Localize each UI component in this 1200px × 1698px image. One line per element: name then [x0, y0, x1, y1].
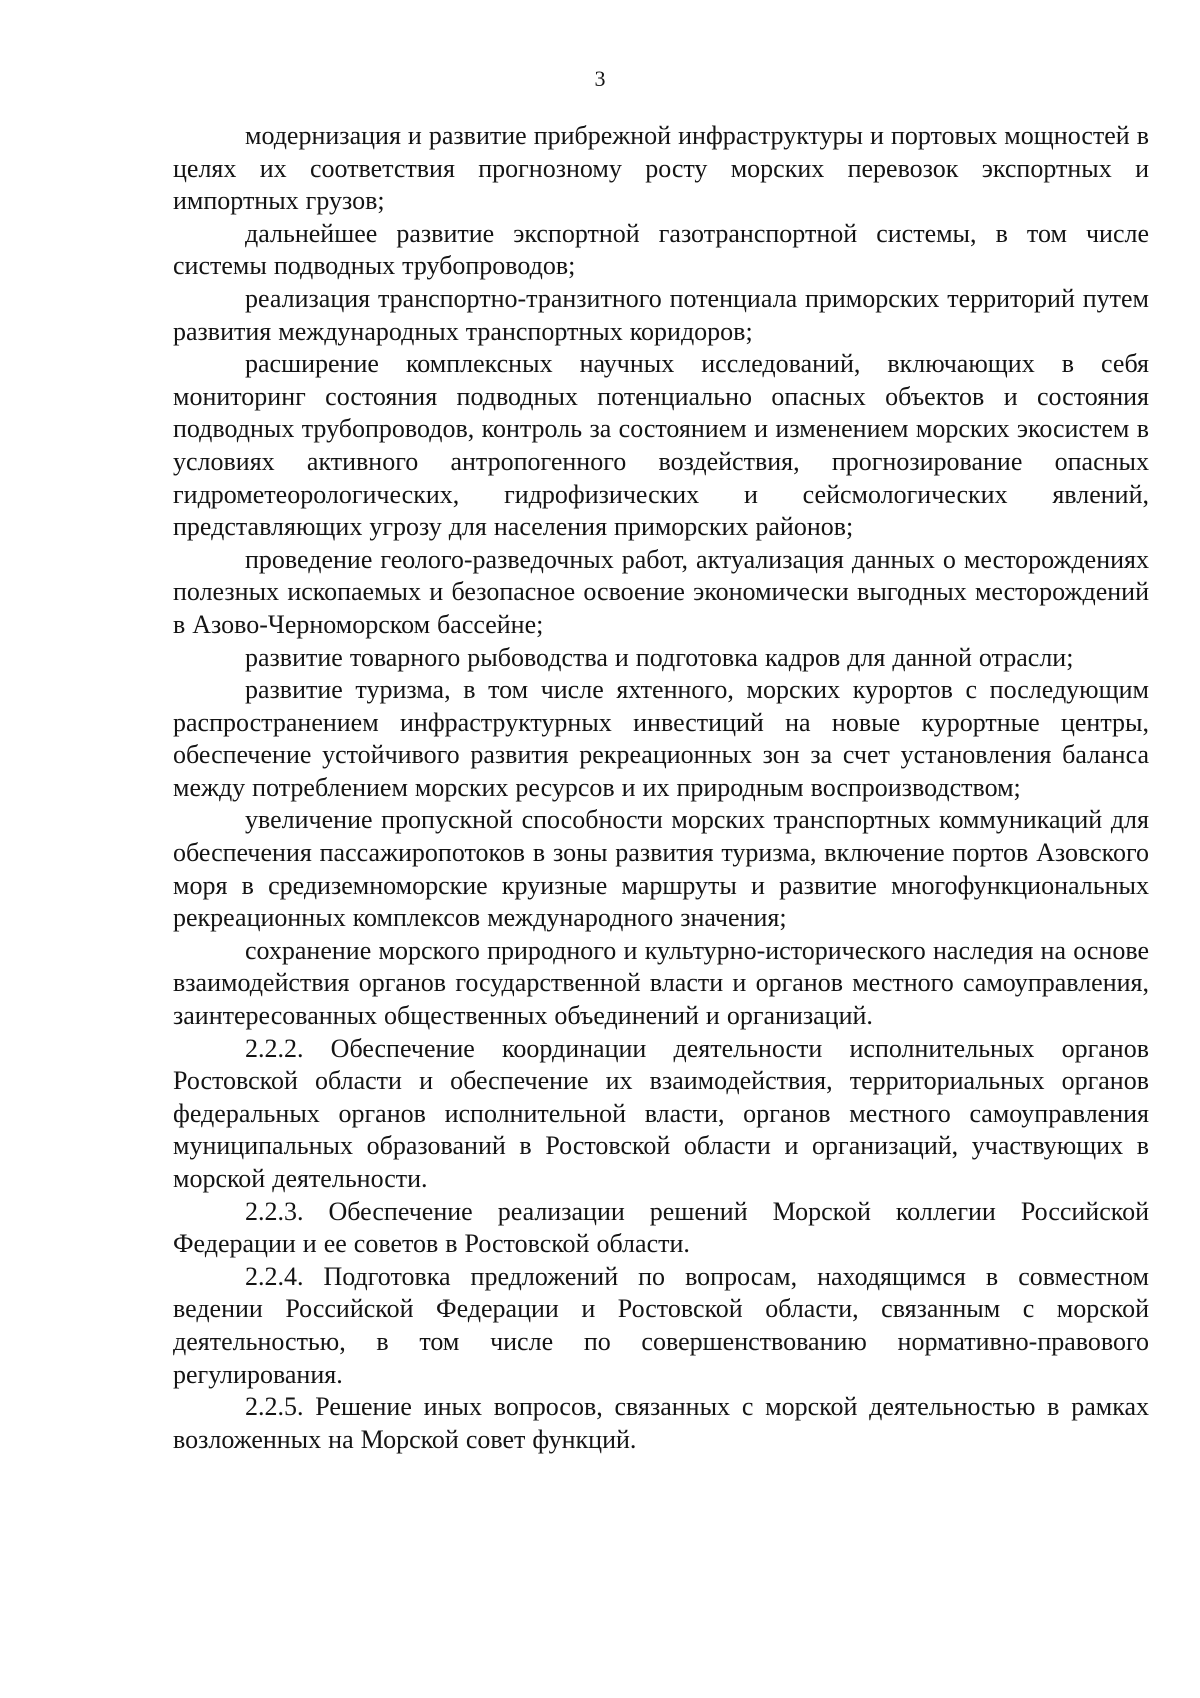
section-paragraph-2-2-4: 2.2.4. Подготовка предложений по вопросам, находящимся в совместном ведении Российской Федерации и Ростовской области, связанным с морской деятельностью, в том числе по совершенствованию нормативно-правового регулирования.: [173, 1261, 1149, 1389]
page-number: 3: [594, 66, 606, 91]
paragraph: расширение комплексных научных исследований, включающих в себя мониторинг состояния подводных потенциально опасных объектов и состояния подводных трубопроводов, контроль за состоянием и изменением морских экосистем в условиях активного антропогенного воздействия, прогнозирование опасных гидрометеорологических, гидрофизических и сейсмологических явлений, представляющих угрозу для населения приморских районов;: [173, 349, 1149, 542]
paragraph: модернизация и развитие прибрежной инфраструктуры и портовых мощностей в целях их соответствия прогнозному росту морских перевозок экспортных и импортных грузов;: [173, 121, 1149, 216]
paragraph: сохранение морского природного и культурно-исторического наследия на основе взаимодействия органов государственной власти и органов местного самоуправления, заинтересованных общественных объединений и организаций.: [173, 935, 1149, 1031]
paragraph: дальнейшее развитие экспортной газотранспортной системы, в том числе системы подводных трубопроводов;: [173, 218, 1149, 281]
paragraph: увеличение пропускной способности морских транспортных коммуникаций для обеспечения пассажиропотоков в зоны развития туризма, включение портов Азовского моря в средиземноморские круизные маршруты и развитие многофункциональных рекреационных комплексов международного значения;: [173, 805, 1149, 933]
document-body: [173, 120, 1149, 1456]
section-paragraph-2-2-3: 2.2.3. Обеспечение реализации решений Морской коллегии Российской Федерации и ее советов в Ростовской области.: [173, 1196, 1149, 1259]
paragraph: проведение геолого-разведочных работ, актуализация данных о месторождениях полезных ископаемых и безопасное освоение экономически выгодных месторождений в Азово-Черноморском бассейне;: [173, 544, 1149, 639]
paragraph: развитие туризма, в том числе яхтенного, морских курортов с последующим распространением инфраструктурных инвестиций на новые курортные центры, обеспечение устойчивого развития рекреационных зон за счет установления баланса между потреблением морских ресурсов и их природным воспроизводством;: [173, 675, 1149, 802]
section-paragraph-2-2-5: 2.2.5. Решение иных вопросов, связанных с морской деятельностью в рамках возложенных на Морской совет функций.: [173, 1392, 1149, 1454]
paragraph: развитие товарного рыбоводства и подготовка кадров для данной отрасли;: [245, 642, 1074, 672]
paragraph: реализация транспортно-транзитного потенциала приморских территорий путем развития международных транспортных коридоров;: [173, 283, 1149, 346]
section-paragraph-2-2-2: 2.2.2. Обеспечение координации деятельности исполнительных органов Ростовской области и обеспечение их взаимодействия, территориальных органов федеральных органов исполнительной власти, органов местного самоуправления муниципальных образований в Ростовской области и организаций, участвующих в морской деятельности.: [173, 1033, 1149, 1193]
